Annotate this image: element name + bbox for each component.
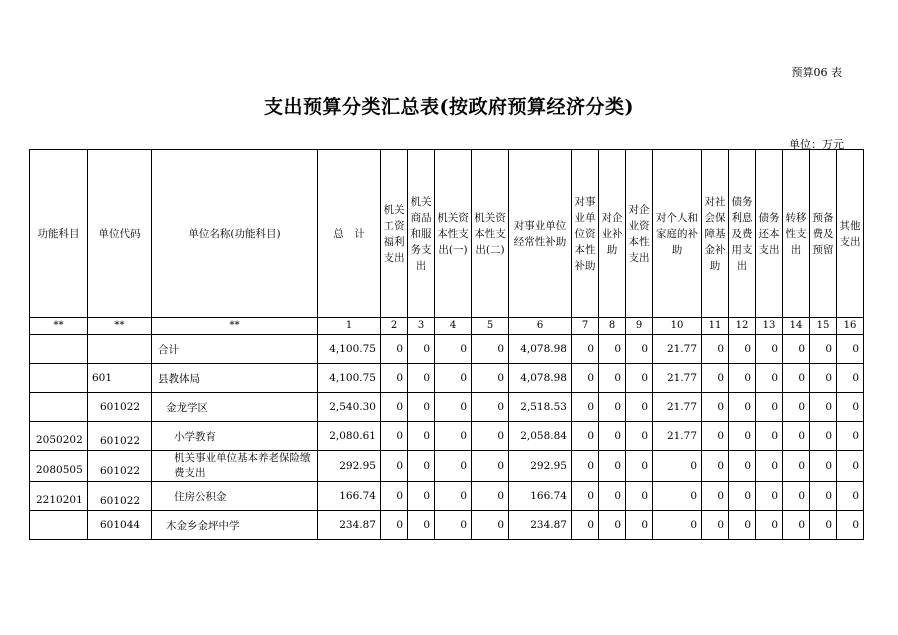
amount-value: 0 [756, 393, 783, 422]
unit-name: 合计 [152, 335, 318, 364]
amount-value: 0 [599, 393, 626, 422]
amount-value: 2,058.84 [509, 422, 572, 451]
amount-value: 0 [729, 335, 756, 364]
amount-value: 0 [408, 422, 435, 451]
amount-value: 0 [381, 364, 408, 393]
amount-value: 0 [756, 482, 783, 511]
amount-value: 0 [572, 393, 599, 422]
amount-value: 0 [653, 451, 702, 482]
amount-value: 0 [408, 335, 435, 364]
header-name: 单位名称(功能科目) [152, 150, 318, 318]
amount-value: 0 [599, 451, 626, 482]
header-c13: 债务还本支出 [756, 150, 783, 318]
amount-value: 0 [472, 511, 509, 540]
col-num: 10 [653, 318, 702, 335]
header-c8: 对企业补助 [599, 150, 626, 318]
amount-value: 0 [783, 335, 810, 364]
col-num: 15 [810, 318, 837, 335]
header-code: 单位代码 [88, 150, 152, 318]
amount-value: 0 [408, 482, 435, 511]
amount-value: 0 [381, 393, 408, 422]
amount-value: 0 [626, 451, 653, 482]
col-num: 6 [509, 318, 572, 335]
amount-value: 0 [729, 511, 756, 540]
header-row [30, 150, 864, 318]
amount-value: 0 [783, 364, 810, 393]
amount-value: 0 [756, 451, 783, 482]
unit-code-cell [88, 335, 152, 364]
budget-table [29, 149, 864, 540]
amount-value: 0 [572, 482, 599, 511]
unit-name: 木金乡金坪中学 [152, 511, 318, 540]
amount-value: 0 [810, 364, 837, 393]
col-num: 3 [408, 318, 435, 335]
func-code: 2210201 [36, 494, 83, 506]
table-row [30, 335, 864, 364]
amount-value: 0 [702, 335, 729, 364]
amount-value: 0 [837, 364, 864, 393]
table-row [30, 422, 864, 451]
page-title: 支出预算分类汇总表(按政府预算经济分类) [264, 96, 634, 118]
col-num: 9 [626, 318, 653, 335]
unit-code: 601022 [100, 465, 141, 477]
amount-value: 0 [626, 511, 653, 540]
amount-value: 0 [572, 364, 599, 393]
amount-value: 0 [702, 364, 729, 393]
header-c9: 对企业资本性支出 [626, 150, 653, 318]
amount-value: 0 [408, 451, 435, 482]
amount-value: 0 [783, 482, 810, 511]
col-num: 4 [435, 318, 472, 335]
amount-value: 0 [729, 364, 756, 393]
unit-code-cell [88, 393, 152, 422]
unit-name: 金龙学区 [152, 393, 318, 422]
amount-value: 0 [599, 511, 626, 540]
unit-name: 县教体局 [152, 364, 318, 393]
header-c5: 机关资本性支出(二) [472, 150, 509, 318]
amount-value: 21.77 [653, 422, 702, 451]
amount-value: 0 [729, 393, 756, 422]
unit-label: 单位：万元 [789, 138, 844, 151]
total-value: 2,540.30 [318, 393, 381, 422]
amount-value: 0 [599, 364, 626, 393]
amount-value: 0 [572, 511, 599, 540]
unit-code: 601022 [100, 435, 141, 447]
table-row [30, 511, 864, 540]
amount-value: 0 [572, 451, 599, 482]
amount-value: 0 [837, 511, 864, 540]
amount-value: 0 [381, 335, 408, 364]
header-total: 总 计 [318, 150, 381, 318]
amount-value: 0 [435, 482, 472, 511]
unit-code-cell [88, 511, 152, 540]
unit-code-cell [88, 364, 152, 393]
func-code [30, 374, 87, 382]
unit-name: 住房公积金 [152, 482, 318, 511]
amount-value: 234.87 [509, 511, 572, 540]
col-num: 16 [837, 318, 864, 335]
header-c2: 机关工资福利支出 [381, 150, 408, 318]
amount-value: 0 [837, 422, 864, 451]
amount-value: 0 [408, 364, 435, 393]
form-number: 预算06 表 [791, 66, 842, 79]
unit-name: 机关事业单位基本养老保险缴费支出 [152, 451, 318, 482]
func-code-cell [30, 482, 88, 511]
amount-value: 4,078.98 [509, 364, 572, 393]
amount-value: 0 [810, 482, 837, 511]
amount-value: 0 [435, 364, 472, 393]
col-num: 14 [783, 318, 810, 335]
amount-value: 0 [756, 364, 783, 393]
func-code [30, 345, 87, 353]
amount-value: 0 [435, 422, 472, 451]
amount-value: 0 [435, 511, 472, 540]
unit-code: 601 [92, 372, 113, 384]
header-c6: 对事业单位经常性补助 [509, 150, 572, 318]
amount-value: 2,518.53 [509, 393, 572, 422]
func-code-cell [30, 451, 88, 482]
amount-value: 0 [381, 422, 408, 451]
amount-value: 0 [626, 422, 653, 451]
table-row [30, 364, 864, 393]
col-num: 5 [472, 318, 509, 335]
amount-value: 0 [472, 335, 509, 364]
amount-value: 0 [626, 482, 653, 511]
amount-value: 0 [472, 364, 509, 393]
header-c3: 机关商品和服务支出 [408, 150, 435, 318]
amount-value: 0 [626, 335, 653, 364]
table-row [30, 393, 864, 422]
amount-value: 21.77 [653, 364, 702, 393]
total-value: 2,080.61 [318, 422, 381, 451]
unit-code: 601044 [100, 519, 141, 531]
star-name: ** [152, 318, 318, 335]
table-row [30, 482, 864, 511]
header-c11: 对社会保障基金补助 [702, 150, 729, 318]
func-code: 2050202 [36, 434, 83, 446]
star-code: ** [88, 318, 152, 335]
amount-value: 0 [702, 482, 729, 511]
amount-value: 0 [408, 511, 435, 540]
header-c16: 其他支出 [837, 150, 864, 318]
amount-value: 0 [810, 511, 837, 540]
total-value: 292.95 [318, 451, 381, 482]
amount-value: 0 [729, 422, 756, 451]
col-num: 13 [756, 318, 783, 335]
amount-value: 0 [472, 451, 509, 482]
col-num: 7 [572, 318, 599, 335]
amount-value: 21.77 [653, 335, 702, 364]
amount-value: 0 [783, 451, 810, 482]
unit-code: 601022 [100, 495, 141, 507]
amount-value: 0 [756, 422, 783, 451]
amount-value: 0 [729, 482, 756, 511]
amount-value: 0 [435, 335, 472, 364]
header-c14: 转移性支出 [783, 150, 810, 318]
amount-value: 0 [408, 393, 435, 422]
amount-value: 0 [783, 422, 810, 451]
col-num: 12 [729, 318, 756, 335]
total-value: 166.74 [318, 482, 381, 511]
amount-value: 0 [435, 451, 472, 482]
amount-value: 0 [837, 393, 864, 422]
func-code-cell [30, 393, 88, 422]
amount-value: 0 [702, 511, 729, 540]
amount-value: 0 [837, 482, 864, 511]
func-code-cell [30, 422, 88, 451]
col-num: 1 [318, 318, 381, 335]
amount-value: 0 [381, 451, 408, 482]
star-func: ** [30, 318, 88, 335]
amount-value: 0 [783, 393, 810, 422]
amount-value: 0 [572, 335, 599, 364]
amount-value: 0 [653, 482, 702, 511]
header-c7: 对事业单位资本性补助 [572, 150, 599, 318]
amount-value: 0 [626, 393, 653, 422]
header-c10: 对个人和家庭的补助 [653, 150, 702, 318]
amount-value: 0 [810, 422, 837, 451]
header-c12: 债务利息及费用支出 [729, 150, 756, 318]
amount-value: 0 [381, 511, 408, 540]
col-num: 2 [381, 318, 408, 335]
header-c15: 预备费及预留 [810, 150, 837, 318]
amount-value: 0 [756, 511, 783, 540]
col-num: 11 [702, 318, 729, 335]
amount-value: 0 [572, 422, 599, 451]
amount-value: 0 [810, 451, 837, 482]
amount-value: 0 [599, 335, 626, 364]
amount-value: 0 [599, 482, 626, 511]
func-code-cell [30, 335, 88, 364]
amount-value: 0 [837, 451, 864, 482]
amount-value: 0 [472, 482, 509, 511]
amount-value: 0 [810, 335, 837, 364]
amount-value: 166.74 [509, 482, 572, 511]
amount-value: 0 [626, 364, 653, 393]
func-code: 2080505 [36, 464, 83, 476]
header-c4: 机关资本性支出(一) [435, 150, 472, 318]
unit-code-cell [88, 422, 152, 451]
column-number-row [30, 318, 864, 335]
header-func: 功能科目 [30, 150, 88, 318]
func-code-cell [30, 364, 88, 393]
amount-value: 4,078.98 [509, 335, 572, 364]
amount-value: 0 [702, 451, 729, 482]
unit-code-cell [88, 482, 152, 511]
total-value: 4,100.75 [318, 364, 381, 393]
total-value: 234.87 [318, 511, 381, 540]
amount-value: 0 [472, 393, 509, 422]
amount-value: 0 [702, 422, 729, 451]
amount-value: 0 [599, 422, 626, 451]
amount-value: 0 [702, 393, 729, 422]
func-code [30, 403, 87, 411]
amount-value: 21.77 [653, 393, 702, 422]
amount-value: 0 [756, 335, 783, 364]
amount-value: 0 [783, 511, 810, 540]
amount-value: 0 [653, 511, 702, 540]
amount-value: 0 [381, 482, 408, 511]
table-row [30, 451, 864, 482]
amount-value: 0 [729, 451, 756, 482]
func-code [30, 521, 87, 529]
amount-value: 292.95 [509, 451, 572, 482]
unit-name: 小学教育 [152, 422, 318, 451]
unit-code: 601022 [100, 401, 141, 413]
amount-value: 0 [472, 422, 509, 451]
total-value: 4,100.75 [318, 335, 381, 364]
amount-value: 0 [837, 335, 864, 364]
amount-value: 0 [435, 393, 472, 422]
col-num: 8 [599, 318, 626, 335]
func-code-cell [30, 511, 88, 540]
unit-code-cell [88, 451, 152, 482]
amount-value: 0 [810, 393, 837, 422]
